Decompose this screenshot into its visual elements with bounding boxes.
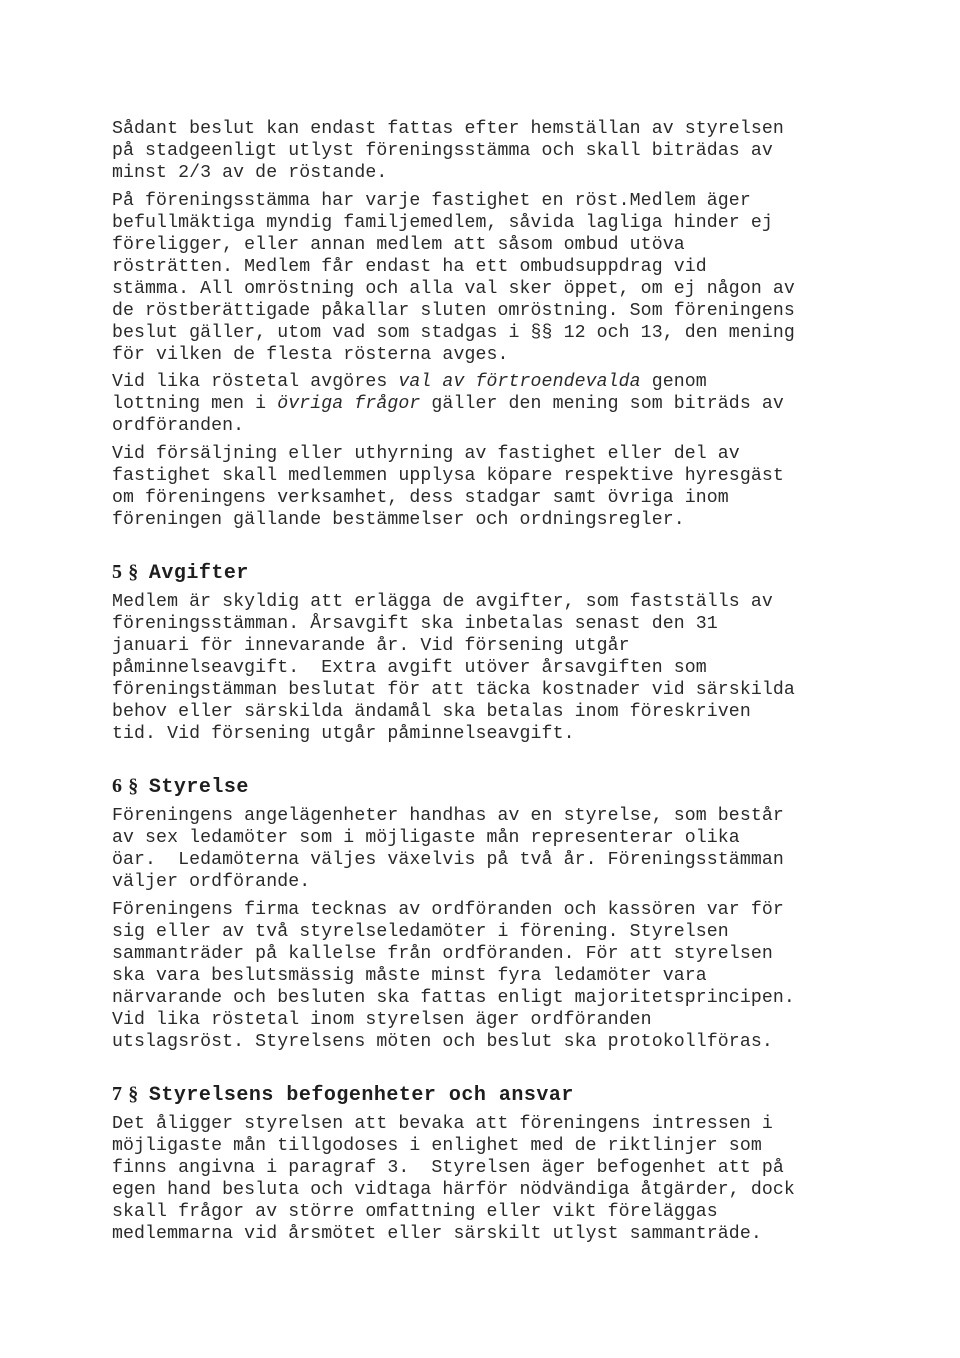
text-line: ordföranden. xyxy=(112,416,245,436)
text-line: Vid lika röstetal inom styrelsen äger ordföranden xyxy=(112,1010,652,1030)
text-line: på stadgeenligt utlyst föreningsstämma och skall biträdas av xyxy=(112,141,773,161)
text-line: utslagsröst. Styrelsens möten och beslut ska protokollföras. xyxy=(112,1032,773,1052)
text-line: sig eller av två styrelseledamöter i förening. Styrelsen xyxy=(112,922,729,942)
text-line: de röstberättigade påkallar sluten omröstning. Som föreningens xyxy=(112,301,795,321)
text-line: påminnelseavgift. Extra avgift utöver årsavgiften som xyxy=(112,658,707,678)
text-line: Sådant beslut kan endast fattas efter hemställan av styrelsen xyxy=(112,119,784,139)
text-line: rösträtten. Medlem får endast ha ett ombudsuppdrag vid xyxy=(112,257,707,277)
text-line: sammanträder på kallelse från ordföranden. För att styrelsen xyxy=(112,944,773,964)
text-line: stämma. All omröstning och alla val sker öppet, om ej någon av xyxy=(112,279,795,299)
text-line: beslut gäller, utom vad som stadgas i §§ 12 och 13, den mening xyxy=(112,323,795,343)
section-number: 5 § xyxy=(112,561,139,583)
text-line: januari för innevarande år. Vid försening utgår xyxy=(112,636,630,656)
text-line: skall frågor av större omfattning eller vikt föreläggas xyxy=(112,1202,718,1222)
tie-vote-line xyxy=(112,393,784,415)
section-number: 6 § xyxy=(112,775,139,797)
text-line: närvarande och besluten ska fattas enligt majoritetsprincipen. xyxy=(112,988,795,1008)
text-line: Det åligger styrelsen att bevaka att föreningens intressen i xyxy=(112,1114,773,1134)
text-line: Föreningens angelägenheter handhas av en styrelse, som består xyxy=(112,806,784,826)
text-run: Vid lika röstetal avgöres xyxy=(112,372,399,392)
italic-text: val av förtroendevalda xyxy=(398,372,641,392)
text-line: föreningsstämman. Årsavgift ska inbetalas senast den 31 xyxy=(112,614,718,634)
text-line: om föreningens verksamhet, dess stadgar samt övriga inom xyxy=(112,488,729,508)
section-title: Styrelse xyxy=(148,776,249,799)
text-line: fastighet skall medlemmen upplysa köpare respektive hyresgäst xyxy=(112,466,784,486)
text-line: möjligaste mån tillgodoses i enlighet med de riktlinjer som xyxy=(112,1136,762,1156)
text-line: medlemmarna vid årsmötet eller särskilt utlyst sammanträde. xyxy=(112,1224,762,1244)
section-7-heading xyxy=(112,1082,574,1108)
text-line: Vid försäljning eller uthyrning av fastighet eller del av xyxy=(112,444,740,464)
section-title: Styrelsens befogenheter och ansvar xyxy=(148,1084,574,1107)
text-line: föreningstämman beslutat för att täcka kostnader vid särskilda xyxy=(112,680,795,700)
text-run: lottning men i xyxy=(112,394,278,414)
text-line: Medlem är skyldig att erlägga de avgifter, som fastställs av xyxy=(112,592,773,612)
text-line: befullmäktiga myndig familjemedlem, såvida lagliga hinder ej xyxy=(112,213,773,233)
italic-text: övriga frågor xyxy=(277,394,421,414)
text-run: genom xyxy=(640,372,707,392)
text-line: minst 2/3 av de röstande. xyxy=(112,163,388,183)
section-6-heading xyxy=(112,774,249,800)
text-line: egen hand besluta och vidtaga härför nödvändiga åtgärder, dock xyxy=(112,1180,795,1200)
text-run: gäller den mening som biträds av xyxy=(420,394,784,414)
text-line: föreningen gällande bestämmelser och ordningsregler. xyxy=(112,510,685,530)
text-line: tid. Vid försening utgår påminnelseavgift. xyxy=(112,724,575,744)
text-line: väljer ordförande. xyxy=(112,872,311,892)
text-line: av sex ledamöter som i möjligaste mån representerar olika xyxy=(112,828,740,848)
text-line: Föreningens firma tecknas av ordföranden och kassören var för xyxy=(112,900,784,920)
text-line: finns angivna i paragraf 3. Styrelsen äger befogenhet att på xyxy=(112,1158,784,1178)
text-line: för vilken de flesta rösterna avges. xyxy=(112,345,509,365)
section-number: 7 § xyxy=(112,1083,139,1105)
tie-vote-line xyxy=(112,371,707,393)
text-line: ska vara beslutsmässig måste minst fyra ledamöter vara xyxy=(112,966,707,986)
text-line: På föreningsstämma har varje fastighet en röst.Medlem äger xyxy=(112,191,751,211)
text-line: föreligger, eller annan medlem att såsom ombud utöva xyxy=(112,235,685,255)
section-5-heading xyxy=(112,560,249,586)
section-title: Avgifter xyxy=(148,562,249,585)
text-line: öar. Ledamöterna väljes växelvis på två år. Föreningsstämman xyxy=(112,850,784,870)
text-line: behov eller särskilda ändamål ska betalas inom föreskriven xyxy=(112,702,751,722)
